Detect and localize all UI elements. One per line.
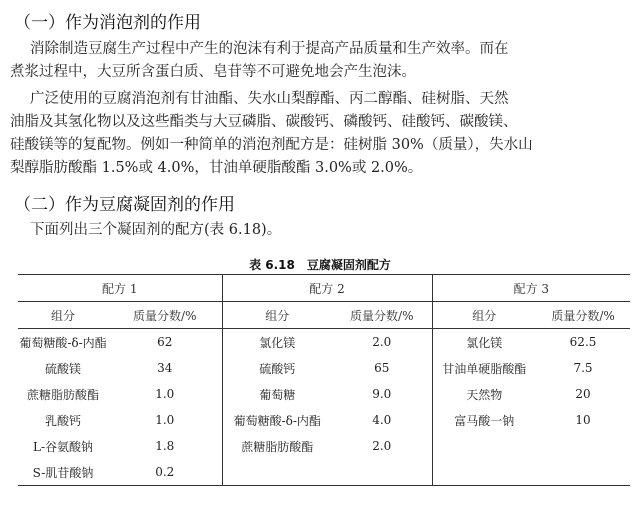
table-row [18,355,630,381]
component-cell: 甘油单硬脂酸酯 [432,355,536,381]
component-cell: 富马酸一钠 [432,407,536,433]
fraction-cell [536,459,630,486]
fraction-cell: 34 [157,361,173,375]
text-line: 煮浆过程中，大豆所含蛋白质、皂苷等不可避免地会产生泡沫。 [10,64,416,80]
fraction-cell: 7.5 [573,361,593,375]
component-column-header: 组分 [18,302,108,329]
fraction-cell [332,459,432,486]
fraction-cell: 62 [157,335,173,349]
fraction-cell: 1.0 [155,413,175,427]
coagulant-formula-table [18,274,630,486]
section-heading-coagulant: （二）作为豆腐凝固剂的作用 [14,195,235,215]
fraction-column-header: 质量分数/% [536,302,630,329]
text-line: 下面列出三个凝固剂的配方(表 6.18)。 [30,222,282,238]
section-heading-defoamer: （一）作为消泡剂的作用 [14,13,201,33]
table-row [18,459,630,486]
component-cell: 硫酸镁 [44,361,81,376]
fraction-cell: 1.0 [155,387,175,401]
fraction-cell: 20 [575,387,591,401]
text-line: 油脂及其氢化物以及这些酯类与大豆磷脂、碳酸钙、磷酸钙、硅酸钙、碳酸镁、 [10,114,518,130]
text-line: 消除制造豆腐生产过程中产生的泡沫有利于提高产品质量和生产效率。而在 [30,41,509,57]
component-column-header: 组分 [432,302,536,329]
component-cell: 氯化镁 [222,329,332,356]
fraction-cell: 10 [575,413,591,427]
fraction-column-header: 质量分数/% [108,302,222,329]
fraction-cell [536,433,630,459]
component-cell: 葡萄糖酸-δ-内酯 [222,407,332,433]
component-cell: 葡萄糖酸-δ-内酯 [19,335,107,350]
component-cell [432,459,536,486]
component-cell: S-肌苷酸钠 [18,459,108,486]
formula-2-header: 配方 2 [222,275,432,302]
formula-3-header: 配方 3 [432,275,630,302]
fraction-cell: 0.2 [108,459,222,486]
text-line: 梨醇脂肪酸酯 1.5%或 4.0%，甘油单硬脂酸酯 3.0%或 2.0%。 [10,160,423,176]
component-cell [222,459,332,486]
paragraph-coagulant-intro [30,219,624,242]
component-cell: 氯化镁 [432,329,536,356]
fraction-cell: 9.0 [372,387,392,401]
component-cell: 硫酸钙 [222,355,332,381]
formula-1-header: 配方 1 [18,275,222,302]
table-row [18,329,630,356]
component-cell: 蔗糖脂肪酸酯 [222,433,332,459]
fraction-cell: 65 [374,361,390,375]
text-line: 广泛使用的豆腐消泡剂有甘油酯、失水山梨醇酯、丙二醇酯、硅树脂、天然 [30,91,509,107]
fraction-column-header: 质量分数/% [332,302,432,329]
component-cell: 蔗糖脂肪酸酯 [26,387,99,402]
component-cell: 天然物 [432,381,536,407]
component-cell: 乳酸钙 [44,413,81,428]
table-row [18,433,630,459]
paragraph-defoamer-types [10,88,624,180]
component-cell: 葡萄糖 [222,381,332,407]
text-line: 硅酸镁等的复配物。例如一种简单的消泡剂配方是：硅树脂 30%（质量），失水山 [10,137,533,153]
fraction-cell: 1.8 [155,439,175,453]
table-row [18,381,630,407]
component-cell: L-谷氨酸钠 [32,439,94,454]
table-row [18,407,630,433]
fraction-cell: 62.5 [569,335,597,349]
component-column-header: 组分 [222,302,332,329]
table-title: 表 6.18 豆腐凝固剂配方 [249,258,391,272]
component-cell [432,433,536,459]
paragraph-defoamer-intro [10,38,624,84]
fraction-cell: 4.0 [372,413,392,427]
fraction-cell: 2.0 [372,439,392,453]
fraction-cell: 2.0 [372,335,392,349]
